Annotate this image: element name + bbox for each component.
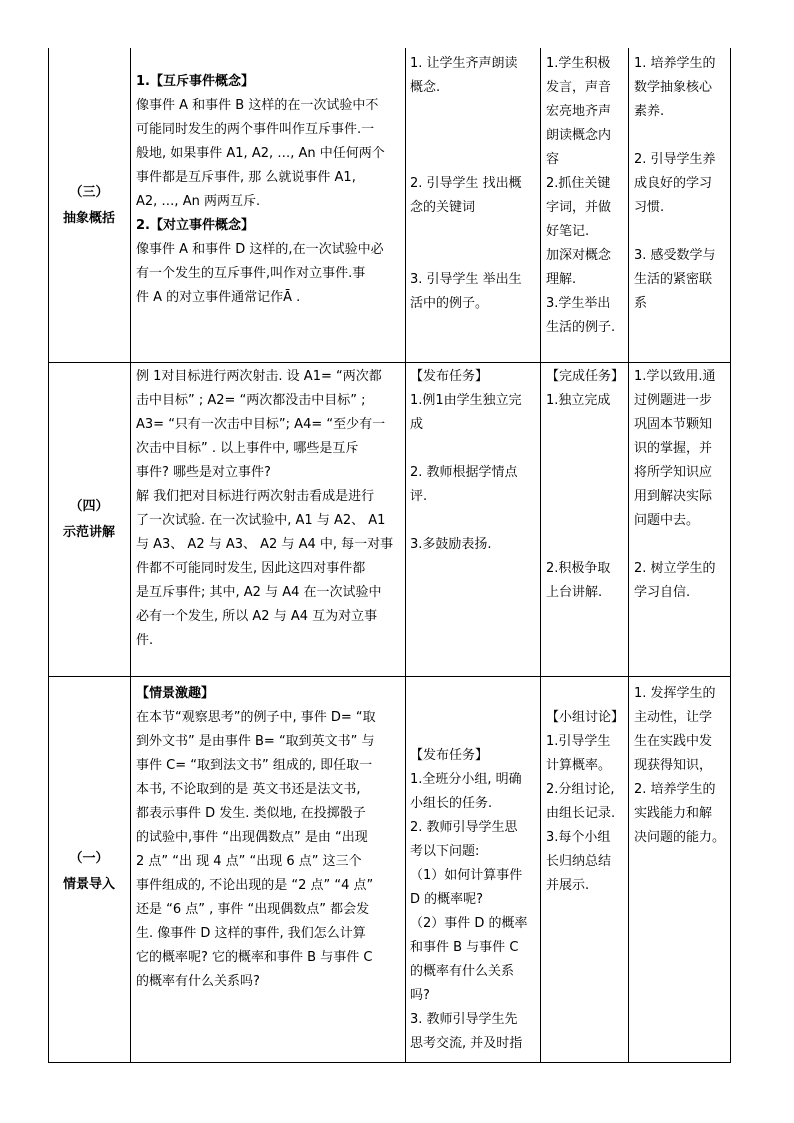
teacher-activity-cell [410, 365, 538, 557]
paragraph: 2. 引导学生养 成良好的学习 习惯. [634, 152, 716, 215]
paragraph-gap [410, 220, 538, 268]
paragraph: 3. 引导学生 举出生 活中的例子。 [410, 272, 522, 311]
paragraph-gap [410, 509, 538, 533]
paragraph: 3. 感受数学与 生活的紧密联 系 [634, 248, 716, 311]
row-divider-1 [48, 362, 731, 363]
paragraph: 3.多鼓励表扬. [410, 537, 492, 552]
design-intent-cell [634, 365, 730, 605]
stage-title: 情景导入 [62, 877, 115, 892]
design-intent-cell [634, 52, 730, 316]
paragraph: 解 我们把对目标进行两次射击看成是进行 了一次试验. 在一次试验中, A1 与 A2、 A1 与 A3、 A2 与 A3、 A2 与 A4 中, 每一对事 件都不可能同时发生, 因此这四对事件都 是互斥事件; 其中, A2 与 A4 在一次试验中 必有一个发生, 所以 A2 与 A4 互为对立事 件. [136, 489, 394, 648]
student-activity-cell [546, 52, 628, 340]
paragraph: 1.学以致用.通 过例题进一步 巩固本节颗知 识的掌握，并 将所学知识应 用到解决实际 问题中去。 [634, 369, 716, 528]
table-border-right [730, 48, 731, 1063]
paragraph: 2. 教师根据学情点 评. [410, 465, 518, 504]
paragraph: 2.积极争取 上台讲解. [546, 561, 611, 600]
stage-cell-introduction [48, 846, 130, 898]
paragraph-gap [546, 413, 628, 557]
paragraph: 在本节“观察思考”的例子中, 事件 D= “取 到外文书” 是由事件 B= “取到英文书” 与 事件 C= “取到法文书” 组成的, 即任取一 本书, 不论取到的是 英文书还是法文书, 都表示事件 D 发生. 类似地, 在投掷骰子 的试验中,事件 “出现偶数点” 是由 “出现 2 点” “出 现 4 点” “出现 6 点” 这三个 事件组成的, 不论出现的是 “2 点” “4 点” 还是 “6 点” , 事件 “出现偶数点” 都会发 生. 像事件 D 这样的事件, 我们怎么计算 它的概率呢? 它的概率和事件 B 与事件 C 的概率有什么关系吗? [136, 710, 376, 989]
paragraph-gap [546, 682, 628, 706]
paragraph-gap [410, 100, 538, 172]
stage-title: 示范讲解 [62, 525, 115, 540]
paragraph: 【发布任务】 [410, 748, 489, 763]
paragraph: 2. 引导学生 找出概 念的关键词 [410, 176, 522, 215]
paragraph: 像事件 A 和事件 D 这样的,在一次试验中必 有一个发生的互斥事件,叫作对立事件.事 件 A 的对立事件通常记作Ā . [136, 242, 384, 305]
paragraph: 1.学生积极 发言，声音 宏亮地齐声 朗读概念内 容 [546, 56, 612, 167]
stage-number: （一） [69, 851, 109, 866]
paragraph: 1.【互斥事件概念】 [136, 74, 254, 89]
paragraph: 例 1对目标进行两次射击. 设 A1= “两次都 击中目标” ; A2= “两次都没击中目标” ; A3= “只有一次击中目标”; A4= “至少有一 次击中目标” . 以上事件中, 哪些是互斥 事件? 哪些是对立事件? [136, 369, 386, 480]
stage-cell-abstraction [48, 180, 130, 232]
teacher-activity-cell [410, 52, 538, 316]
column-divider-2 [405, 48, 406, 1063]
paragraph: 1. 培养学生的 数学抽象核心 素养. [634, 56, 716, 119]
paragraph: 像事件 A 和事件 B 这样的在一次试验中不 可能同时发生的两个事件叫作互斥事件.一 般地, 如果事件 A1, A2, …, An 中任何两个 事件都是互斥事件, 那 么就说事件 A1, A2, …, An 两两互斥. [136, 98, 385, 209]
teacher-activity-cell [410, 696, 538, 1056]
content-cell [136, 682, 402, 994]
paragraph: 1. 让学生齐声朗读 概念. [410, 56, 518, 95]
column-divider-4 [628, 48, 629, 1063]
content-cell [136, 70, 402, 310]
paragraph: 1.例1由学生独立完 成 [410, 393, 522, 432]
stage-cell-demonstration [48, 494, 130, 546]
column-divider-3 [540, 48, 541, 1063]
paragraph: 1.独立完成 [546, 393, 611, 408]
stage-number: （三） [69, 185, 109, 200]
table-border-bottom [48, 1062, 731, 1063]
paragraph: 【情景激趣】 [136, 686, 215, 701]
paragraph: 2.【对立事件概念】 [136, 218, 254, 233]
paragraph: 1.全班分小组, 明确 小组长的任务. 2. 教师引导学生思 考以下问题: （1）如何计算事件 D 的概率呢? （2）事件 D 的概率 和事件 B 与事件 C 的概率有什么关系 吗? 3. 教师引导学生先 思考交流, 并及时指 [410, 772, 528, 1051]
column-divider-1 [130, 48, 131, 1063]
paragraph: 【完成任务】 [546, 369, 625, 384]
stage-number: （四） [69, 499, 109, 514]
content-cell [136, 365, 402, 653]
paragraph: 1. 发挥学生的 主动性，让学 生在实践中发 现获得知识， 2. 培养学生的 实践能力和解 决问题的能力。 [634, 686, 726, 845]
paragraph-gap [410, 437, 538, 461]
paragraph-gap [634, 220, 730, 244]
paragraph: 2.抓住关键 字词，并做 好笔记. 加深对概念 理解. [546, 176, 612, 287]
paragraph: 【发布任务】 [410, 369, 489, 384]
paragraph-gap [634, 533, 730, 557]
paragraph: 2. 树立学生的 学习自信. [634, 561, 716, 600]
paragraph: 3.学生举出 生活的例子. [546, 296, 616, 335]
student-activity-cell [546, 682, 628, 898]
paragraph-gap [410, 696, 538, 744]
student-activity-cell [546, 365, 628, 605]
stage-title: 抽象概括 [62, 211, 115, 226]
paragraph-gap [634, 124, 730, 148]
paragraph: 【小组讨论】 1.引导学生 计算概率。 2.分组讨论, 由组长记录. 3.每个小组 长归纳总结 并展示. [546, 710, 625, 893]
design-intent-cell [634, 682, 730, 850]
row-divider-2 [48, 676, 731, 677]
